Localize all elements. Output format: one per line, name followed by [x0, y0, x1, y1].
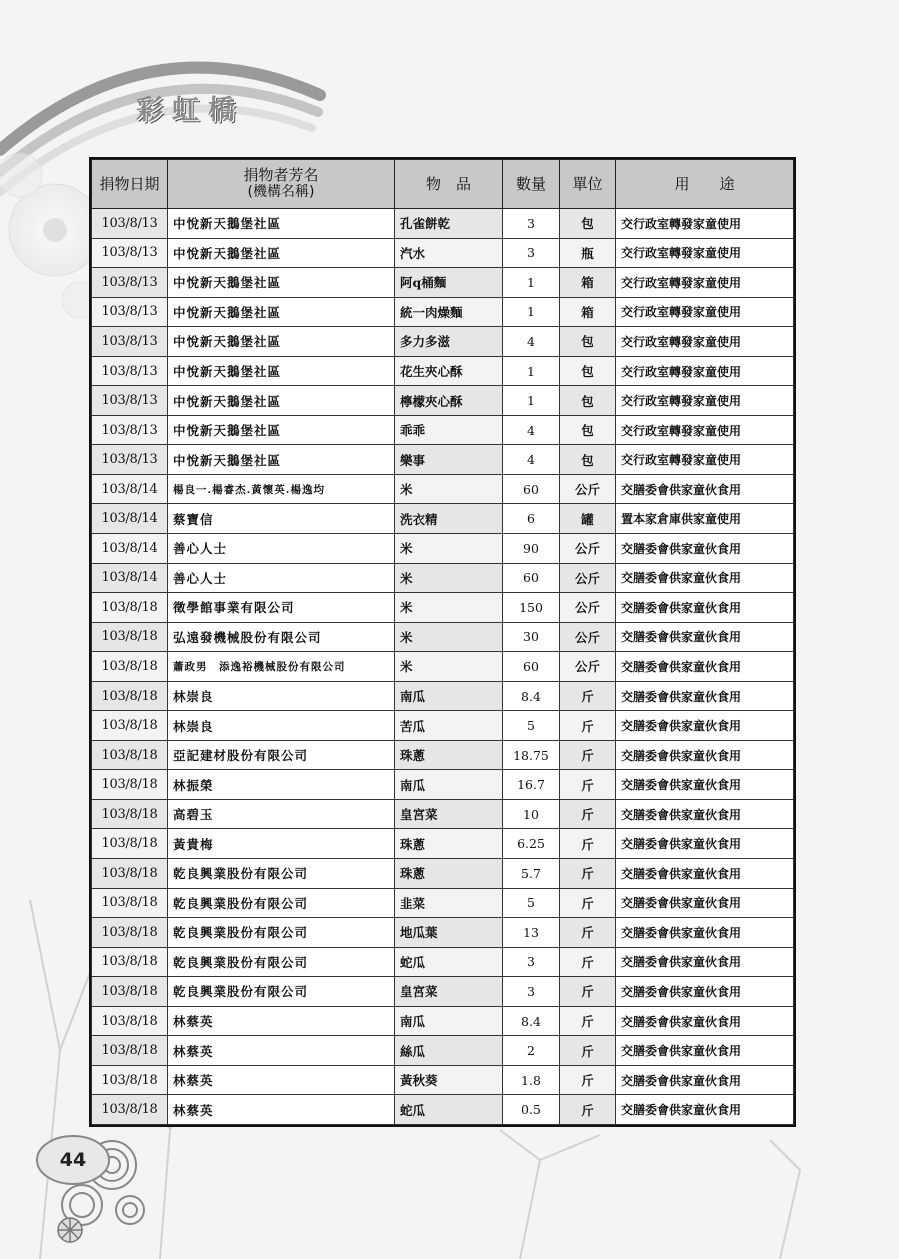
cell-item: 絲瓜	[395, 1036, 503, 1066]
table-row	[92, 859, 794, 889]
cell-quantity: 4	[503, 327, 560, 357]
table-row	[92, 711, 794, 741]
cell-purpose: 交膳委會供家童伙食用	[616, 652, 794, 682]
table-row	[92, 681, 794, 711]
cell-date: 103/8/14	[92, 504, 168, 534]
cell-unit: 箱	[560, 297, 616, 327]
cell-quantity: 3	[503, 947, 560, 977]
cell-item: 乖乖	[395, 415, 503, 445]
cell-date: 103/8/13	[92, 238, 168, 268]
cell-quantity: 60	[503, 563, 560, 593]
cell-date: 103/8/18	[92, 770, 168, 800]
table-body	[92, 209, 794, 1125]
table-row	[92, 504, 794, 534]
cell-quantity: 1	[503, 356, 560, 386]
cell-purpose: 交膳委會供家童伙食用	[616, 888, 794, 918]
cell-item: 汽水	[395, 238, 503, 268]
cell-donor: 高碧玉	[168, 799, 395, 829]
cell-quantity: 16.7	[503, 770, 560, 800]
cell-quantity: 6	[503, 504, 560, 534]
cell-unit: 包	[560, 327, 616, 357]
cell-item: 樂事	[395, 445, 503, 475]
cell-unit: 斤	[560, 1065, 616, 1095]
cell-item: 統一肉燥麵	[395, 297, 503, 327]
cell-item: 米	[395, 622, 503, 652]
cell-unit: 斤	[560, 740, 616, 770]
cell-unit: 斤	[560, 859, 616, 889]
cell-donor: 中悅新天鵝堡社區	[168, 238, 395, 268]
cell-item: 珠蔥	[395, 829, 503, 859]
cell-date: 103/8/13	[92, 415, 168, 445]
header-donor	[168, 160, 395, 209]
table-row	[92, 622, 794, 652]
cell-donor: 乾良興業股份有限公司	[168, 918, 395, 948]
cell-unit: 斤	[560, 888, 616, 918]
cell-donor: 林蔡英	[168, 1095, 395, 1125]
cell-quantity: 5.7	[503, 859, 560, 889]
header-donor-line2: (機構名稱)	[247, 184, 315, 200]
page-title: 彩虹橋	[136, 95, 244, 126]
cell-item: 多力多滋	[395, 327, 503, 357]
cell-item: 米	[395, 593, 503, 623]
cell-purpose: 交膳委會供家童伙食用	[616, 740, 794, 770]
cell-quantity: 6.25	[503, 829, 560, 859]
cell-item: 檸檬夾心酥	[395, 386, 503, 416]
table-row	[92, 445, 794, 475]
table-row	[92, 327, 794, 357]
cell-purpose: 交行政室轉發家童使用	[616, 268, 794, 298]
cell-purpose: 交膳委會供家童伙食用	[616, 799, 794, 829]
cell-quantity: 1.8	[503, 1065, 560, 1095]
cell-quantity: 60	[503, 474, 560, 504]
cell-donor: 中悅新天鵝堡社區	[168, 415, 395, 445]
cell-donor: 中悅新天鵝堡社區	[168, 356, 395, 386]
cell-quantity: 4	[503, 415, 560, 445]
cell-date: 103/8/14	[92, 474, 168, 504]
table-row	[92, 740, 794, 770]
cell-item: 米	[395, 474, 503, 504]
cell-unit: 斤	[560, 1095, 616, 1125]
cell-purpose: 交行政室轉發家童使用	[616, 356, 794, 386]
cell-item: 黃秋葵	[395, 1065, 503, 1095]
cell-purpose: 交膳委會供家童伙食用	[616, 563, 794, 593]
cell-unit: 公斤	[560, 622, 616, 652]
table-row	[92, 534, 794, 564]
cell-date: 103/8/18	[92, 829, 168, 859]
cell-donor: 乾良興業股份有限公司	[168, 947, 395, 977]
cell-quantity: 3	[503, 209, 560, 239]
cell-donor: 中悅新天鵝堡社區	[168, 297, 395, 327]
table-row	[92, 268, 794, 298]
cell-donor: 善心人士	[168, 534, 395, 564]
table-row	[92, 829, 794, 859]
cell-purpose: 交膳委會供家童伙食用	[616, 770, 794, 800]
cell-date: 103/8/18	[92, 1006, 168, 1036]
cell-unit: 斤	[560, 799, 616, 829]
table-row	[92, 947, 794, 977]
cell-quantity: 4	[503, 445, 560, 475]
cell-purpose: 交膳委會供家童伙食用	[616, 534, 794, 564]
cell-item: 珠蔥	[395, 859, 503, 889]
cell-item: 地瓜葉	[395, 918, 503, 948]
cell-quantity: 5	[503, 711, 560, 741]
cell-purpose: 交膳委會供家童伙食用	[616, 1065, 794, 1095]
cell-unit: 包	[560, 356, 616, 386]
cell-donor: 中悅新天鵝堡社區	[168, 268, 395, 298]
cell-purpose: 交膳委會供家童伙食用	[616, 859, 794, 889]
cell-donor: 中悅新天鵝堡社區	[168, 209, 395, 239]
cell-unit: 包	[560, 445, 616, 475]
table-row	[92, 652, 794, 682]
cell-date: 103/8/14	[92, 563, 168, 593]
cell-purpose: 交行政室轉發家童使用	[616, 297, 794, 327]
cell-unit: 公斤	[560, 593, 616, 623]
cell-quantity: 0.5	[503, 1095, 560, 1125]
cell-purpose: 交膳委會供家童伙食用	[616, 593, 794, 623]
header-unit: 單位	[560, 160, 616, 209]
cell-item: 洗衣精	[395, 504, 503, 534]
cell-donor: 林蔡英	[168, 1036, 395, 1066]
cell-donor: 楊良一.楊睿杰.黃懷英.楊逸均	[168, 474, 395, 504]
cell-purpose: 交行政室轉發家童使用	[616, 386, 794, 416]
cell-donor: 中悅新天鵝堡社區	[168, 327, 395, 357]
table-row	[92, 356, 794, 386]
cell-item: 米	[395, 563, 503, 593]
cell-quantity: 30	[503, 622, 560, 652]
table-row	[92, 799, 794, 829]
cell-item: 南瓜	[395, 1006, 503, 1036]
cell-quantity: 90	[503, 534, 560, 564]
cell-unit: 瓶	[560, 238, 616, 268]
cell-purpose: 交行政室轉發家童使用	[616, 415, 794, 445]
cell-date: 103/8/18	[92, 1065, 168, 1095]
cell-purpose: 交膳委會供家童伙食用	[616, 681, 794, 711]
cell-date: 103/8/13	[92, 297, 168, 327]
cell-date: 103/8/13	[92, 386, 168, 416]
cell-quantity: 3	[503, 238, 560, 268]
cell-unit: 斤	[560, 1006, 616, 1036]
cell-donor: 乾良興業股份有限公司	[168, 859, 395, 889]
cell-quantity: 1	[503, 297, 560, 327]
cell-purpose: 交膳委會供家童伙食用	[616, 918, 794, 948]
header-date: 捐物日期	[92, 160, 168, 209]
cell-donor: 善心人士	[168, 563, 395, 593]
cell-quantity: 1	[503, 268, 560, 298]
table-row	[92, 474, 794, 504]
cell-unit: 斤	[560, 711, 616, 741]
cell-date: 103/8/18	[92, 1036, 168, 1066]
table-row	[92, 238, 794, 268]
cell-item: 阿q桶麵	[395, 268, 503, 298]
header-quantity: 數量	[503, 160, 560, 209]
cell-date: 103/8/13	[92, 356, 168, 386]
table-row	[92, 770, 794, 800]
donation-table-container	[89, 157, 796, 1127]
cell-date: 103/8/18	[92, 1095, 168, 1125]
cell-purpose: 交膳委會供家童伙食用	[616, 977, 794, 1007]
cell-date: 103/8/18	[92, 681, 168, 711]
cell-donor: 中悅新天鵝堡社區	[168, 445, 395, 475]
cell-purpose: 交行政室轉發家童使用	[616, 445, 794, 475]
table-row	[92, 918, 794, 948]
cell-donor: 林蔡英	[168, 1006, 395, 1036]
cell-purpose: 交膳委會供家童伙食用	[616, 474, 794, 504]
cell-unit: 公斤	[560, 534, 616, 564]
cell-donor: 蕭政男 添逸裕機械股份有限公司	[168, 652, 395, 682]
cell-donor: 林崇良	[168, 711, 395, 741]
cell-unit: 斤	[560, 770, 616, 800]
cell-unit: 斤	[560, 947, 616, 977]
cell-donor: 亞記建材股份有限公司	[168, 740, 395, 770]
cell-quantity: 18.75	[503, 740, 560, 770]
cell-date: 103/8/18	[92, 918, 168, 948]
cell-donor: 乾良興業股份有限公司	[168, 977, 395, 1007]
table-row	[92, 297, 794, 327]
cell-purpose: 交膳委會供家童伙食用	[616, 1006, 794, 1036]
cell-item: 皇宮菜	[395, 799, 503, 829]
cell-quantity: 13	[503, 918, 560, 948]
cell-date: 103/8/18	[92, 593, 168, 623]
cell-purpose: 交膳委會供家童伙食用	[616, 829, 794, 859]
cell-quantity: 2	[503, 1036, 560, 1066]
header-purpose: 用 途	[616, 160, 794, 209]
cell-unit: 罐	[560, 504, 616, 534]
cell-item: 珠蔥	[395, 740, 503, 770]
cell-donor: 黃貴梅	[168, 829, 395, 859]
cell-unit: 包	[560, 209, 616, 239]
cell-date: 103/8/18	[92, 740, 168, 770]
cell-item: 蛇瓜	[395, 1095, 503, 1125]
table-row	[92, 977, 794, 1007]
table-header	[92, 160, 794, 209]
cell-quantity: 60	[503, 652, 560, 682]
cell-item: 韭菜	[395, 888, 503, 918]
cell-item: 苦瓜	[395, 711, 503, 741]
cell-purpose: 交膳委會供家童伙食用	[616, 1036, 794, 1066]
table-row	[92, 1006, 794, 1036]
table-row	[92, 1095, 794, 1125]
cell-date: 103/8/18	[92, 947, 168, 977]
table-row	[92, 888, 794, 918]
table-row	[92, 1036, 794, 1066]
cell-quantity: 150	[503, 593, 560, 623]
cell-unit: 斤	[560, 918, 616, 948]
cell-purpose: 交膳委會供家童伙食用	[616, 1095, 794, 1125]
table-row	[92, 415, 794, 445]
cell-quantity: 8.4	[503, 1006, 560, 1036]
cell-date: 103/8/18	[92, 888, 168, 918]
cell-item: 孔雀餅乾	[395, 209, 503, 239]
header-donor-line1: 捐物者芳名	[243, 166, 319, 184]
cell-donor: 林崇良	[168, 681, 395, 711]
table-row	[92, 1065, 794, 1095]
cell-unit: 公斤	[560, 474, 616, 504]
cell-item: 花生夾心酥	[395, 356, 503, 386]
cell-date: 103/8/18	[92, 622, 168, 652]
table-row	[92, 593, 794, 623]
cell-purpose: 交行政室轉發家童使用	[616, 327, 794, 357]
cell-item: 南瓜	[395, 681, 503, 711]
cell-purpose: 交膳委會供家童伙食用	[616, 711, 794, 741]
table-row	[92, 386, 794, 416]
cell-purpose: 交行政室轉發家童使用	[616, 238, 794, 268]
donation-table	[91, 159, 794, 1125]
cell-item: 皇宮菜	[395, 977, 503, 1007]
cell-date: 103/8/18	[92, 652, 168, 682]
cell-item: 米	[395, 534, 503, 564]
cell-date: 103/8/18	[92, 859, 168, 889]
cell-unit: 公斤	[560, 563, 616, 593]
cell-unit: 斤	[560, 1036, 616, 1066]
table-row	[92, 563, 794, 593]
cell-quantity: 8.4	[503, 681, 560, 711]
cell-item: 蛇瓜	[395, 947, 503, 977]
cell-purpose: 置本家倉庫供家童使用	[616, 504, 794, 534]
cell-unit: 斤	[560, 977, 616, 1007]
cell-unit: 斤	[560, 829, 616, 859]
cell-quantity: 3	[503, 977, 560, 1007]
cell-donor: 林振榮	[168, 770, 395, 800]
cell-date: 103/8/13	[92, 445, 168, 475]
cell-date: 103/8/18	[92, 977, 168, 1007]
page-number-badge	[40, 1138, 106, 1182]
cell-unit: 包	[560, 386, 616, 416]
page-number: 44	[59, 1149, 87, 1171]
cell-item: 南瓜	[395, 770, 503, 800]
cell-quantity: 1	[503, 386, 560, 416]
cell-quantity: 10	[503, 799, 560, 829]
cell-donor: 弘遠發機械股份有限公司	[168, 622, 395, 652]
cell-donor: 乾良興業股份有限公司	[168, 888, 395, 918]
cell-date: 103/8/13	[92, 327, 168, 357]
cell-donor: 蔡寶信	[168, 504, 395, 534]
header-item: 物 品	[395, 160, 503, 209]
cell-donor: 徵學館事業有限公司	[168, 593, 395, 623]
cell-unit: 包	[560, 415, 616, 445]
cell-purpose: 交膳委會供家童伙食用	[616, 622, 794, 652]
cell-date: 103/8/18	[92, 711, 168, 741]
cell-date: 103/8/13	[92, 268, 168, 298]
cell-date: 103/8/14	[92, 534, 168, 564]
cell-date: 103/8/13	[92, 209, 168, 239]
table-row	[92, 209, 794, 239]
cell-unit: 公斤	[560, 652, 616, 682]
cell-purpose: 交行政室轉發家童使用	[616, 209, 794, 239]
cell-purpose: 交膳委會供家童伙食用	[616, 947, 794, 977]
cell-unit: 箱	[560, 268, 616, 298]
cell-unit: 斤	[560, 681, 616, 711]
cell-donor: 中悅新天鵝堡社區	[168, 386, 395, 416]
cell-quantity: 5	[503, 888, 560, 918]
cell-donor: 林蔡英	[168, 1065, 395, 1095]
cell-item: 米	[395, 652, 503, 682]
cell-date: 103/8/18	[92, 799, 168, 829]
